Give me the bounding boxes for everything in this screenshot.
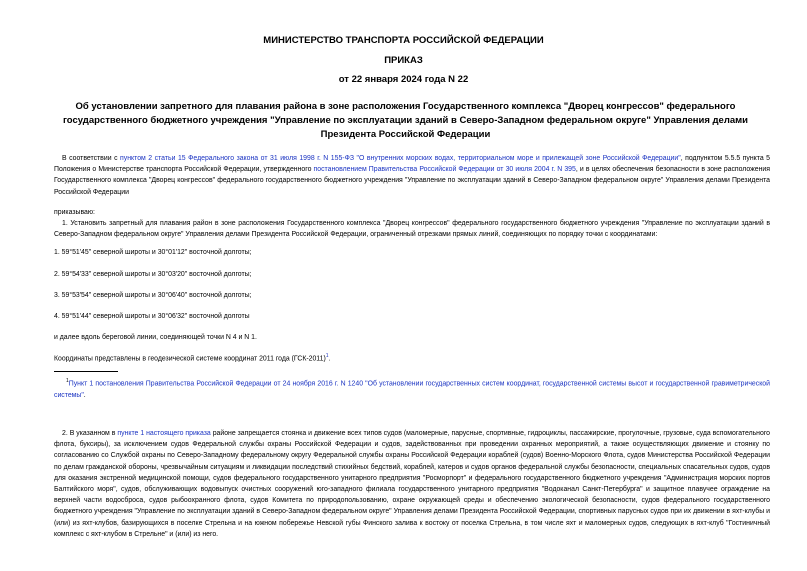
ministry-heading: МИНИСТЕРСТВО ТРАНСПОРТА РОССИЙСКОЙ ФЕДЕРАЦИИ (263, 35, 544, 46)
coordinate-point: 3. 59°53'54" северной широты и 30°06'40" восточной долготы; (54, 292, 252, 299)
coordinate-point: 4. 59°51'44" северной широты и 30°06'32" восточной долготы (54, 313, 250, 320)
document-date: от 22 января 2024 года N 22 (338, 74, 469, 85)
coordinate-system-note (54, 351, 770, 365)
item-2-text-1: 2. В указанном в (62, 430, 118, 437)
coordinate-system-text: Координаты представлены в геодезической системе координат 2011 года (ГСК-2011) (54, 355, 326, 363)
order-word: приказываю: (54, 209, 95, 216)
preamble-text-1: В соответствии с (62, 155, 121, 162)
preamble-paragraph (54, 153, 770, 198)
item-1-text: 1. Установить запретный для плавания район в зоне расположения Государственного комплекса "Дворец конгрессов" федерального государственного бюджетного учреждения "Управление по эксплуатации зданий в Северо-Западном федеральном округе" Управления делами Президента Российской Федерации, ограниченный отрезками прямых линий, соединяющих по порядку точки с координатами: (54, 220, 770, 239)
document-type: ПРИКАЗ (384, 55, 423, 66)
footnote (54, 376, 770, 401)
item-2-text-2: районе запрещается стоянка и движение всех типов судов (маломерные, парусные, спортивные, гидроциклы, пассажирские, прогулочные, грузовые, суда вспомогательного флота, буксиры), за исключением судов Федеральной службы охраны Российской Федерации и судов, задействованных при проведении охранных мероприятий, а также осуществляющих движение и стоянку по согласованию со Службой охраны по Северо-Западному федеральному округу Федеральной службы охраны Российской Федерации кораблей (судов) Военно-Морского Флота, судов Министерства Российской Федерации по делам гражданской обороны, чрезвычайным ситуациям и ликвидации последствий стихийных бедствий, кораблей, катеров и судов органов федеральной службы безопасности, специальных спасательных судов, судов для оказания экстренной медицинской помощи, судов федерального государственного унитарного предприятия "Росморпорт" и федерального государственного бюджетного учреждения "Администрация морских портов Балтийского моря", судов, обслуживающих водовыпуск очистных сооружений юго-западного филиала государственного унитарного предприятия "Водоканал Санкт-Петербурга" и защитное плавучее ограждение на верхней части водосброса, судов рыбоохранного флота, судов Комитета по природопользованию, охране окружающей среды и обеспечению экологической безопасности, судов федерального государственного бюджетного учреждения "Управление по эксплуатации зданий в Северо-Западном федеральном округе" Управления делами Президента Российской Федерации, спортивных парусных судов при их движении в яхт-клубы и (или) из яхт-клубов, базирующихся в поселке Стрельна и на южном побережье Невской губы Финского залива к востоку от поселка Стрельна, в том числе яхт и маломерных судов, следующих в яхт-клуб "Гостиничный комплекс с яхт-клубом в Стрельне" и (или) из него. (54, 430, 771, 538)
item-2-paragraph (54, 428, 770, 540)
decree-395-link[interactable]: постановлением Правительства Российской Федерации от 30 июля 2004 г. N 395 (313, 166, 576, 174)
preamble-text-3: , и в целях обеспечения безопасности в зоне расположения Государственного комплекса "Дворец конгрессов" федерального государственного бюджетного учреждения "Управление по эксплуатации зданий в Северо-Западном федеральном округе" Управления делами Президента Российской Федерации (54, 166, 770, 196)
footnote-mark: 1 (66, 378, 69, 384)
coordinate-point: 2. 59°54'33" северной широты и 30°03'20" восточной долготы; (54, 271, 252, 278)
item-1-link[interactable]: пункте 1 настоящего приказа (117, 430, 211, 437)
law-155-link[interactable]: пунктом 2 статьи 15 Федерального закона от 31 июля 1998 г. N 155-ФЗ "О внутренних морских водах, территориальном море и прилежащей зоне Российской Федерации" (120, 155, 681, 162)
decree-1240-link[interactable]: Пункт 1 постановления Правительства Российской Федерации от 24 ноября 2016 г. N 1240 "Об установлении государственных систем координат, государственной системы высот и государственной гравиметрической системы" (54, 380, 770, 399)
coordinate-system-end: . (328, 355, 331, 363)
document-title: Об установлении запретного для плавания района в зоне расположения Государственного комплекса "Дворец конгрессов" федерального государственного бюджетного учреждения "Управление по эксплуатации зданий в Северо-Западном федеральном округе" Управления делами Президента Российской Федерации (62, 101, 749, 140)
footnote-ref[interactable]: 1 (325, 353, 329, 359)
preamble-text-2: , подпунктом 5.5.5 пункта 5 Положения о Министерстве транспорта Российской Федерации, утвержденного (54, 155, 771, 174)
item-1-paragraph (54, 218, 770, 240)
coordinate-point: 1. 59°51'45" северной широты и 30°01'12" восточной долготы; (54, 249, 252, 256)
shoreline-text: и далее вдоль береговой линии, соединяющей точки N 4 и N 1. (54, 334, 257, 341)
footnote-end: . (83, 391, 86, 399)
footnote-divider (54, 371, 118, 372)
